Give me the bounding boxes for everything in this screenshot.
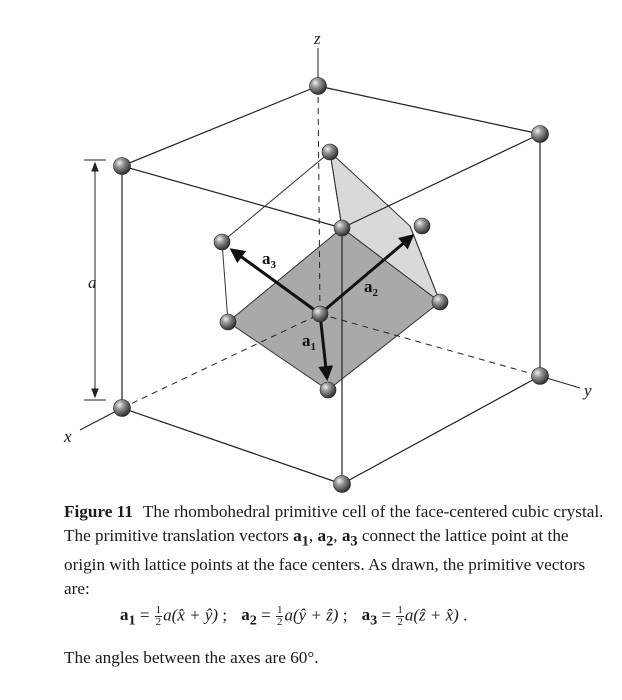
lattice-point-face-top	[322, 144, 338, 160]
y-axis-label: y	[584, 381, 592, 400]
equation-a2: $a_2$ = $\frac{1}{2}$ a(ŷ + ẑ) ;	[241, 604, 348, 629]
lattice-point-right	[432, 294, 448, 310]
lattice-point-cube-top-left	[114, 158, 131, 175]
figure-caption: Figure 11 The rhombohedral primitive cell of the face-centered cubic crystal. The primitive translation vectors $a_1$, $a_2$, $a_3$ connect the lattice point at the origin with lattice points at the face centers. As drawn, the primitive vectors are:	[64, 502, 604, 598]
caption-text-1: The rhombohedral primitive cell of the face-centered cubic crystal. The primitive translation vectors	[64, 502, 604, 545]
equation-a3: $a_3$ = $\frac{1}{2}$ a(ẑ + x̂) .	[361, 604, 468, 629]
caption-text-2: connect the lattice point at the origin with lattice points at the face centers. As drawn, the primitive vectors are:	[64, 525, 586, 598]
lattice-point-origin	[312, 306, 328, 322]
lattice-point-cube-bottom-right	[532, 368, 549, 385]
primitive-vector-equations	[120, 605, 600, 630]
figure-label: Figure 11	[64, 502, 133, 521]
lattice-point-cube-bottom-left	[114, 400, 131, 417]
lattice-point-face-a1	[320, 382, 336, 398]
vector-a3-label: $a_3$	[262, 249, 276, 271]
dimension-label-a: a	[88, 273, 97, 292]
lattice-point-front-top	[334, 220, 350, 236]
z-axis-label: z	[314, 29, 321, 48]
equation-a1: $a_1$ = $\frac{1}{2}$ a(x̂ + ŷ) ;	[120, 604, 228, 629]
lattice-point-cube-bottom-front	[334, 476, 351, 493]
caption-vector-a1: $a_1$	[293, 525, 309, 549]
x-axis-label: x	[64, 427, 72, 446]
vector-a1-label: $a_1$	[302, 331, 316, 353]
caption-vector-a3: $a_3$	[341, 525, 358, 549]
lattice-point-left	[220, 314, 236, 330]
lattice-point-face-a2	[414, 218, 430, 234]
lattice-point-cube-top-right	[532, 126, 549, 143]
caption-vector-a2: $a_2$	[317, 525, 334, 549]
angles-note: The angles between the axes are 60°.	[64, 648, 319, 667]
lattice-point-cube-top-back	[310, 78, 327, 95]
lattice-point-face-a3	[214, 234, 230, 250]
vector-a2-label: $a_2$	[364, 277, 378, 299]
